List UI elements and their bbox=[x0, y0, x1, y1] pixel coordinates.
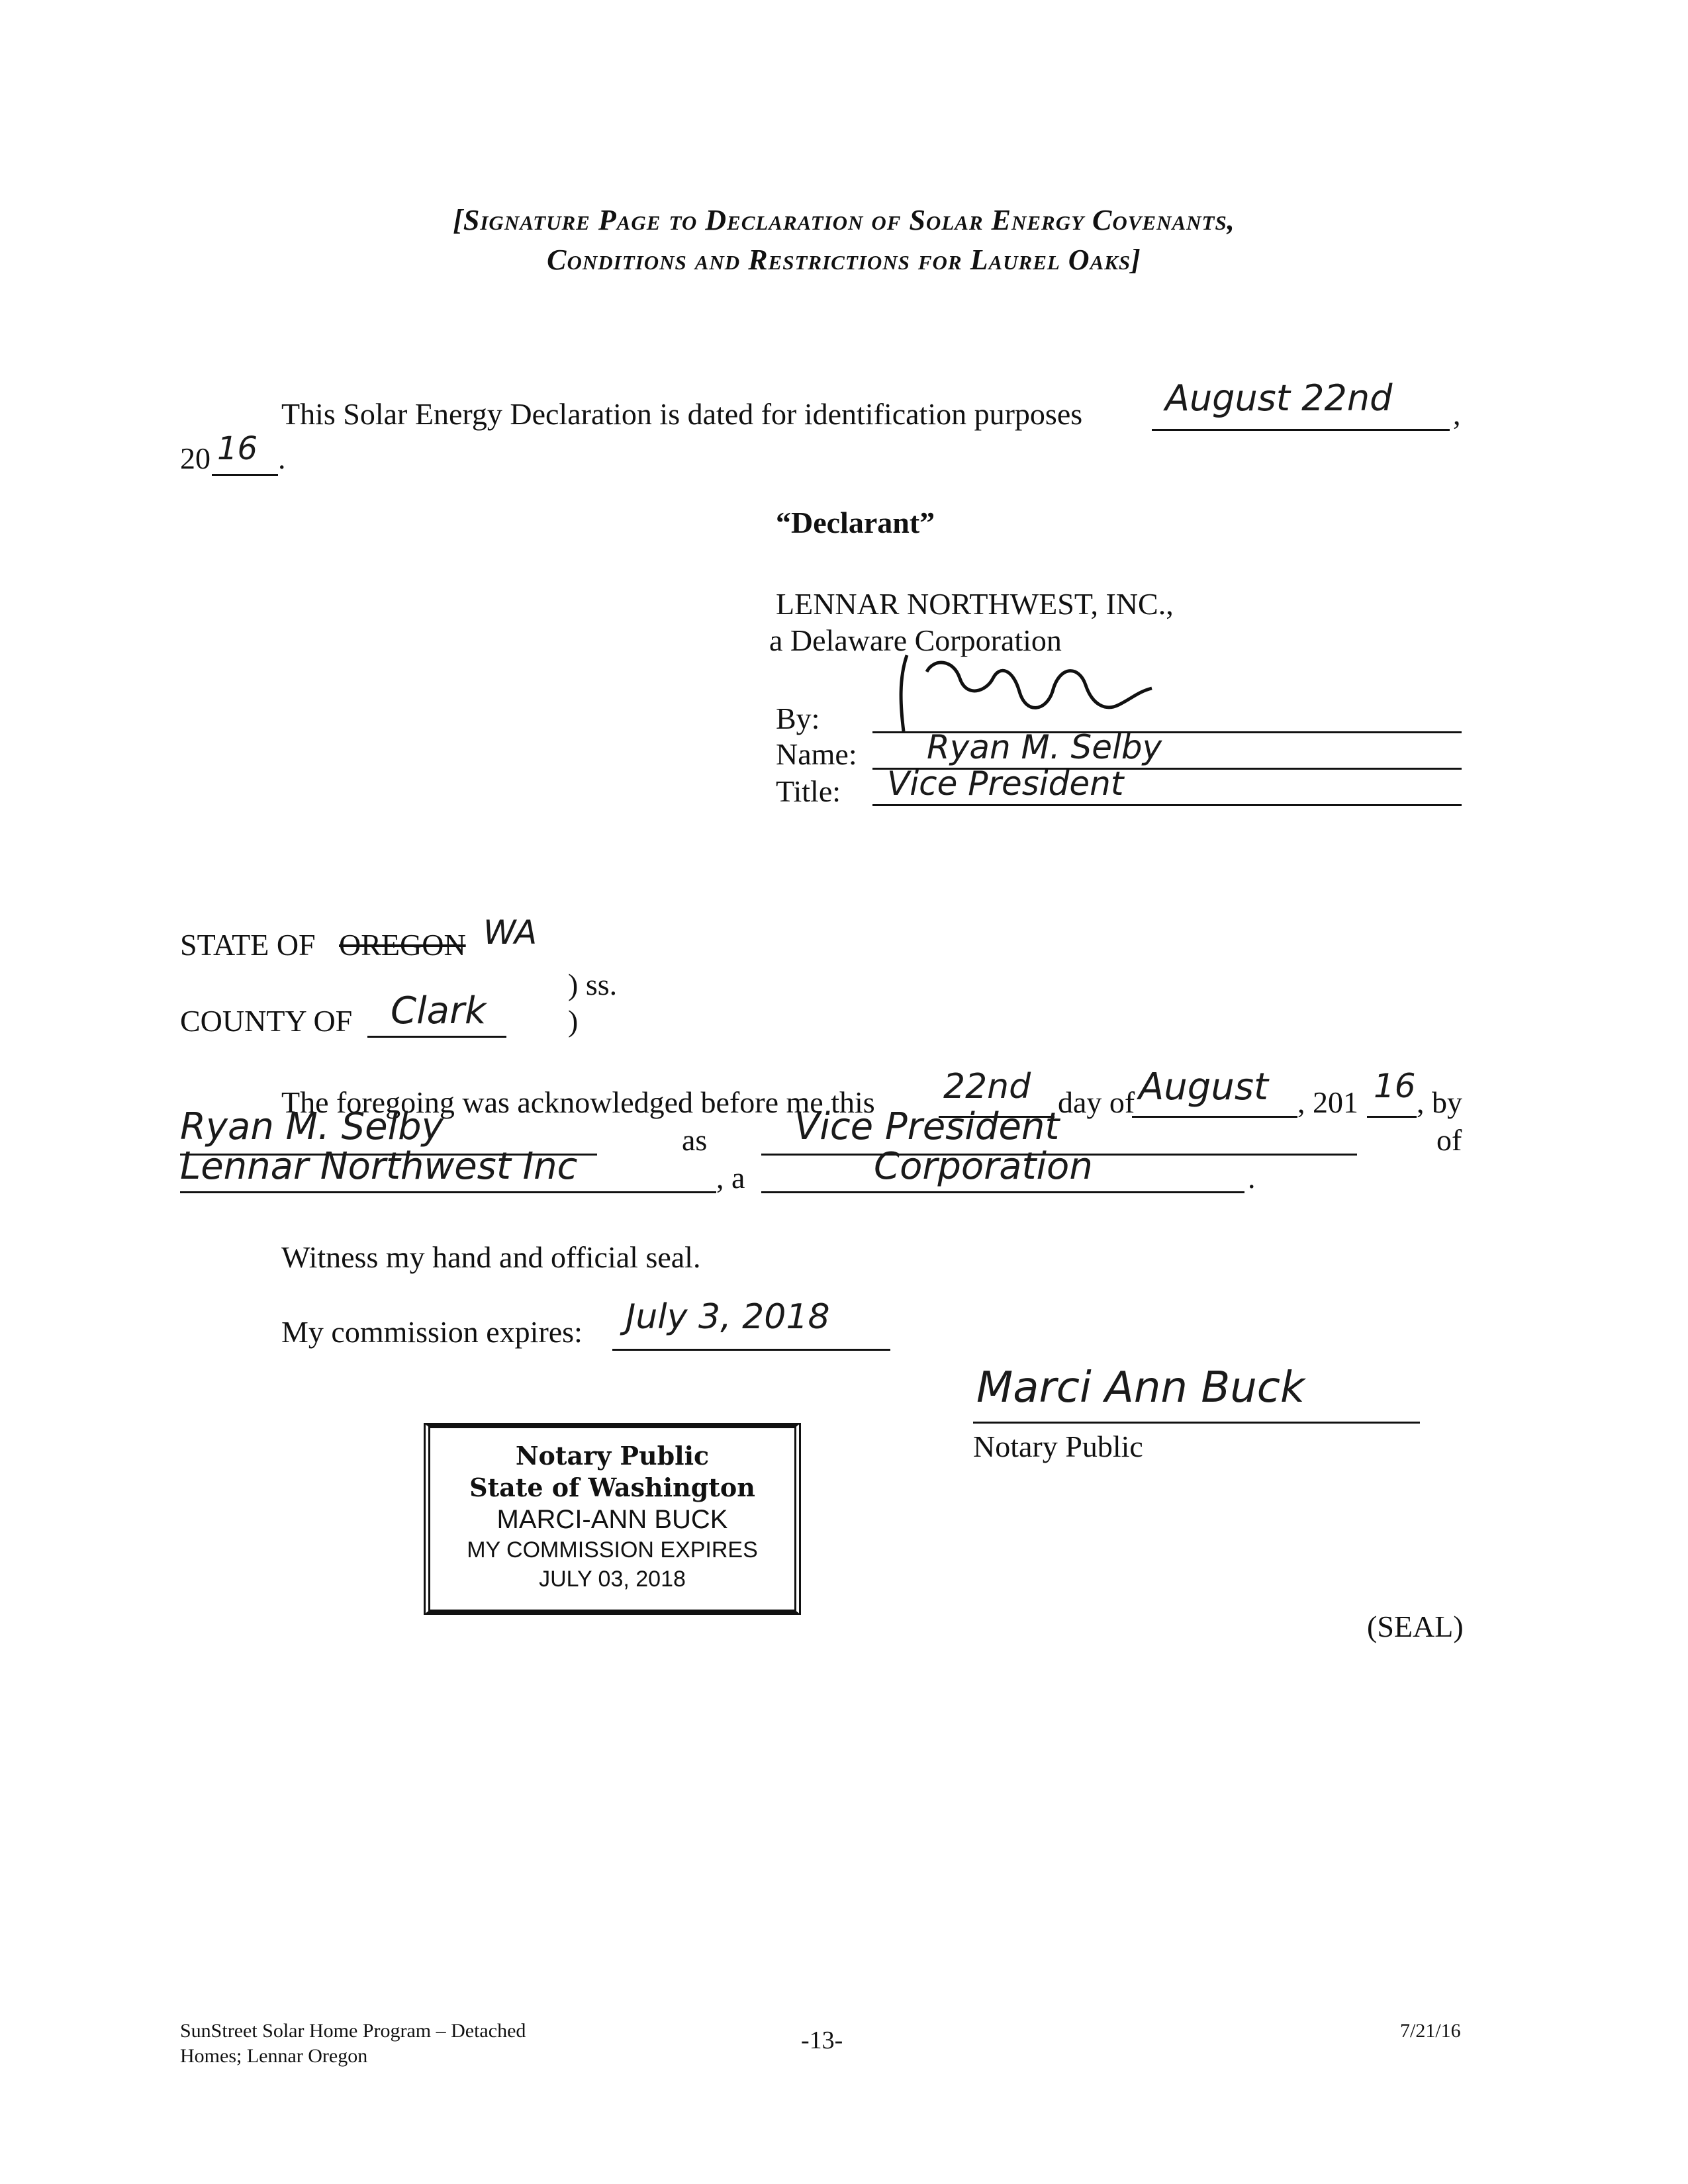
ack-company-handwritten: Lennar Northwest Inc bbox=[180, 1145, 578, 1188]
title-label: Title: bbox=[776, 774, 841, 808]
ack-month-line bbox=[1132, 1116, 1297, 1118]
ack-entity-line bbox=[761, 1191, 1244, 1193]
ack-year-handwritten: 16 bbox=[1374, 1067, 1416, 1105]
commission-handwritten: July 3, 2018 bbox=[626, 1297, 830, 1337]
name-label: Name: bbox=[776, 737, 857, 771]
notary-stamp bbox=[424, 1423, 801, 1615]
ack-person-handwritten: Ryan M. Selby bbox=[180, 1105, 444, 1148]
county-ss: ) ss. bbox=[568, 968, 618, 1001]
stamp-line-5: JULY 03, 2018 bbox=[539, 1567, 686, 1592]
county-handwritten: Clark bbox=[391, 989, 487, 1032]
dated-year-handwritten: 16 bbox=[217, 430, 258, 467]
state-struck: OREGON bbox=[339, 928, 466, 962]
footer-left-1: SunStreet Solar Home Program – Detached bbox=[180, 2020, 526, 2042]
stamp-line-4: MY COMMISSION EXPIRES bbox=[467, 1537, 758, 1563]
state-handwritten: WA bbox=[483, 913, 538, 952]
declarant-label: “Declarant” bbox=[776, 506, 935, 539]
ack-month-handwritten: August bbox=[1139, 1066, 1268, 1109]
dated-year-line bbox=[212, 474, 278, 476]
ack-text-3: , 201 bbox=[1297, 1085, 1358, 1119]
dated-year-prefix: 20 bbox=[180, 441, 211, 475]
ack-company-line bbox=[180, 1191, 716, 1193]
dated-period: . bbox=[278, 441, 286, 475]
county-label: COUNTY OF bbox=[180, 1004, 353, 1038]
ack-text-2: day of bbox=[1058, 1085, 1135, 1119]
ack-as: as bbox=[682, 1123, 708, 1157]
title-line bbox=[872, 804, 1462, 806]
dated-text: This Solar Energy Declaration is dated for identification purposes bbox=[281, 397, 1083, 431]
notary-signature-handwritten: Marci Ann Buck bbox=[976, 1363, 1305, 1412]
footer-page-number: -13- bbox=[801, 2026, 843, 2054]
ack-day-handwritten: 22nd bbox=[943, 1067, 1031, 1107]
name-handwritten: Ryan M. Selby bbox=[927, 728, 1162, 766]
commission-label: My commission expires: bbox=[281, 1315, 583, 1349]
title-line-2: Conditions and Restrictions for Laurel Oaks] bbox=[547, 244, 1141, 276]
stamp-line-2: State of Washington bbox=[469, 1473, 755, 1502]
dated-date-handwritten: August 22nd bbox=[1165, 377, 1393, 419]
declarant-company: LENNAR NORTHWEST, INC., bbox=[776, 587, 1174, 621]
county-paren: ) bbox=[568, 1004, 579, 1038]
state-label: STATE OF bbox=[180, 928, 316, 962]
notary-label: Notary Public bbox=[973, 1430, 1143, 1463]
witness-text: Witness my hand and official seal. bbox=[281, 1240, 701, 1274]
dated-comma: , bbox=[1453, 397, 1461, 431]
title-handwritten: Vice President bbox=[887, 764, 1124, 803]
notary-signature-line bbox=[973, 1422, 1420, 1424]
county-line bbox=[367, 1036, 506, 1038]
seal-label: (SEAL) bbox=[1367, 1610, 1464, 1643]
declarant-corp-type: a Delaware Corporation bbox=[769, 623, 1062, 657]
dated-date-line bbox=[1152, 429, 1450, 431]
footer-left-2: Homes; Lennar Oregon bbox=[180, 2045, 368, 2067]
by-label: By: bbox=[776, 702, 820, 735]
stamp-line-3: MARCI-ANN BUCK bbox=[496, 1505, 728, 1534]
ack-text-1: The foregoing was acknowledged before me this bbox=[281, 1085, 875, 1119]
title-line-1: [Signature Page to Declaration of Solar Energy Covenants, bbox=[453, 204, 1235, 236]
declarant-signature bbox=[887, 652, 1218, 738]
ack-text-5: , a bbox=[716, 1161, 745, 1195]
footer-date: 7/21/16 bbox=[1400, 2020, 1461, 2042]
ack-of: of bbox=[1436, 1123, 1462, 1157]
ack-period: . bbox=[1248, 1161, 1256, 1195]
stamp-line-1: Notary Public bbox=[515, 1441, 710, 1471]
ack-role-handwritten: Vice President bbox=[794, 1105, 1060, 1148]
ack-text-4: , by bbox=[1417, 1085, 1462, 1119]
commission-line bbox=[612, 1349, 890, 1351]
ack-year-line bbox=[1367, 1116, 1417, 1118]
ack-entity-handwritten: Corporation bbox=[874, 1145, 1093, 1188]
